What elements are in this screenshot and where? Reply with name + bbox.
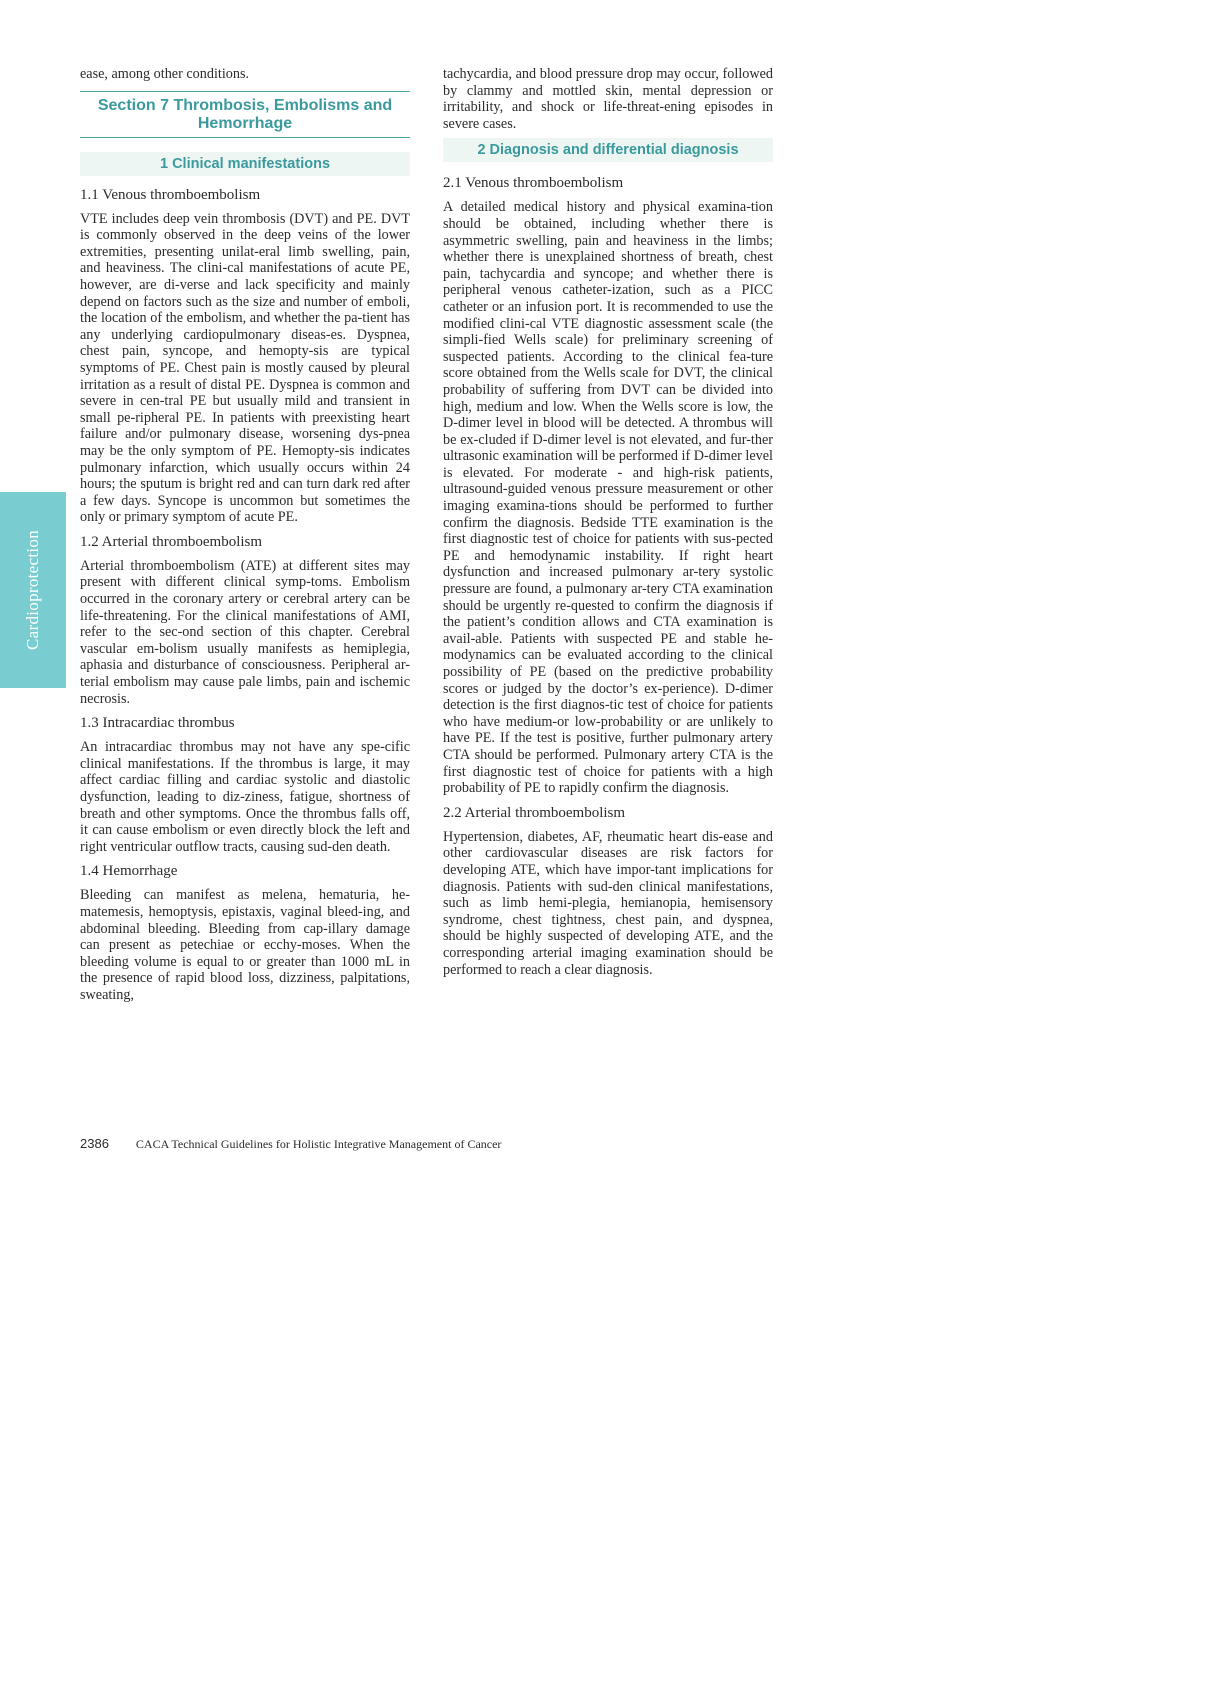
paragraph-1-4: Bleeding can manifest as melena, hematuria, he-matemesis, hemoptysis, epistaxis, vaginal bleed-ing, and abdominal bleeding. Bleeding from cap-illary damage can present as petechiae or ecchy-moses. When the bleeding volume is equal to or greater than 1000 mL in the presence of rapid blood loss, dizziness, palpitations, sweating, — [80, 887, 410, 1003]
page-number: 2386 — [80, 1136, 109, 1151]
subheading-1-1: 1.1 Venous thromboembolism — [80, 186, 261, 203]
section-title: Section 7 Thrombosis, Embolisms and Hemorrhage — [80, 91, 410, 138]
subheading-2-2: 2.2 Arterial thromboembolism — [443, 804, 626, 821]
subheading-2-1: 2.1 Venous thromboembolism — [443, 175, 624, 192]
side-tab-label: Cardioprotection — [23, 530, 42, 650]
paragraph-2-1: A detailed medical history and physical examina-tion should be obtained, including whether there is asymmetric swelling, pain and heaviness in the limbs; whether there is unexplained shortness of breath, chest pain, tachycardia and syncope; and whether there is peripheral venous catheter-ization, such as a PICC catheter or an infusion port. It is recommended to use the modified clini-cal VTE diagnostic assessment scale (the simpli-fied Wells scale) for preliminary screening of suspected patients. According to the clinical fea-ture score obtained from the Wells scale for DVT, the clinical probability of suffering from DVT can be divided into high, medium and low. When the Wells score is low, the D-dimer level in blood will be detected. A thrombus will be ex-cluded if D-dimer level is not elevated, and fur-ther ultrasonic examination will be performed if D-dimer level is elevated. For moderate - and high-risk patients, ultrasound-guided venous pressure measurement or other imaging examina-tions should be performed to further confirm the diagnosis. Bedside TTE examination is the first diagnostic test of choice for patients with sus-pected PE and hemodynamic instability. If right heart dysfunction and increased pulmonary ar-tery systolic pressure are found, a pulmonary ar-tery CTA examination should be urgently re-quested to confirm the diagnosis if the patient’s condition allows and CTA examination is avail-able. Patients with suspected PE and stable he-modynamics can be evaluated according to the clinical possibility of PE (based on the predictive probability scores or judged by the doctor’s ex-perience). D-dimer detection is the first diagnos-tic test of choice for patients who have medium-or low-probability or are unlikely to have PE. If the test is positive, further pulmonary artery CTA should be performed. Pulmonary artery CTA is the first diagnostic test of choice for patients with a high probability of PE to rapidly confirm the diagnosis. — [443, 199, 773, 797]
journal-title: CACA Technical Guidelines for Holistic Integrative Management of Cancer — [135, 1137, 502, 1151]
page-footer — [80, 1136, 501, 1152]
continuation-text: tachycardia, and blood pressure drop may occur, followed by clammy and mottled skin, mental depression or irritability, and shock or life-threat-ening episodes in severe cases. — [443, 66, 773, 132]
side-tab — [0, 492, 66, 688]
right-column — [443, 66, 773, 978]
subheading-1-2: 1.2 Arterial thromboembolism — [80, 533, 263, 550]
heading-clinical-manifestations: 1 Clinical manifestations — [80, 152, 410, 176]
heading-diagnosis: 2 Diagnosis and differential diagnosis — [443, 138, 773, 162]
left-column — [80, 66, 410, 1004]
paragraph-1-3: An intracardiac thrombus may not have any spe-cific clinical manifestations. If the thrombus is large, it may affect cardiac filling and cardiac systolic and diastolic dysfunction, leading to diz-ziness, fatigue, shortness of breath and other symptoms. Once the thrombus falls off, it can cause embolism or even directly block the left and right ventricular outflow tracts, causing sud-den death. — [80, 739, 410, 855]
paragraph-2-2: Hypertension, diabetes, AF, rheumatic heart dis-ease and other cardiovascular diseases are risk factors for developing ATE, which have impor-tant implications for diagnosis. Patients with sud-den clinical manifestations, such as limb hemi-plegia, hemianopia, hemisensory syndrome, chest tightness, chest pain, and dyspnea, should be highly suspected of developing ATE, and the corresponding arterial imaging examination should be performed to reach a clear diagnosis. — [443, 828, 773, 978]
paragraph-1-2: Arterial thromboembolism (ATE) at different sites may present with different clinical symp-toms. Embolism occurred in the coronary artery or cerebral artery can be life-threatening. For the clinical manifestations of AMI, refer to the sec-ond section of this chapter. Cerebral vascular em-bolism usually manifests as hemiplegia, aphasia and disturbance of consciousness. Peripheral ar-terial embolism may cause pale limbs, pain and ischemic necrosis. — [80, 557, 410, 707]
intro-text: ease, among other conditions. — [80, 66, 250, 82]
subheading-1-4: 1.4 Hemorrhage — [80, 863, 178, 880]
paragraph-1-1: VTE includes deep vein thrombosis (DVT) and PE. DVT is commonly observed in the deep veins of the lower extremities, presenting unilat-eral limb swelling, pain, and heaviness. The clini-cal manifestations of acute PE, however, are di-verse and lack specificity and mainly depend on factors such as the size and number of emboli, the location of the embolism, and whether the pa-tient has any underlying cardiopulmonary diseas-es. Dyspnea, chest pain, syncope, and hemopty-sis are typical symptoms of PE. Chest pain is mostly caused by pleural irritation as a result of distal PE. Dyspnea is common and severe in cen-tral PE but usually mild and transient in small pe-ripheral PE. In patients with preexisting heart failure and/or pulmonary disease, worsening dys-pnea may be the only symptom of PE. Hemopty-sis indicates pulmonary infarction, which usually occurs within 24 hours; the sputum is bright red and can turn dark red after a few days. Syncope is uncommon but sometimes the only or primary symptom of acute PE. — [80, 210, 410, 526]
subheading-1-3: 1.3 Intracardiac thrombus — [80, 715, 235, 732]
